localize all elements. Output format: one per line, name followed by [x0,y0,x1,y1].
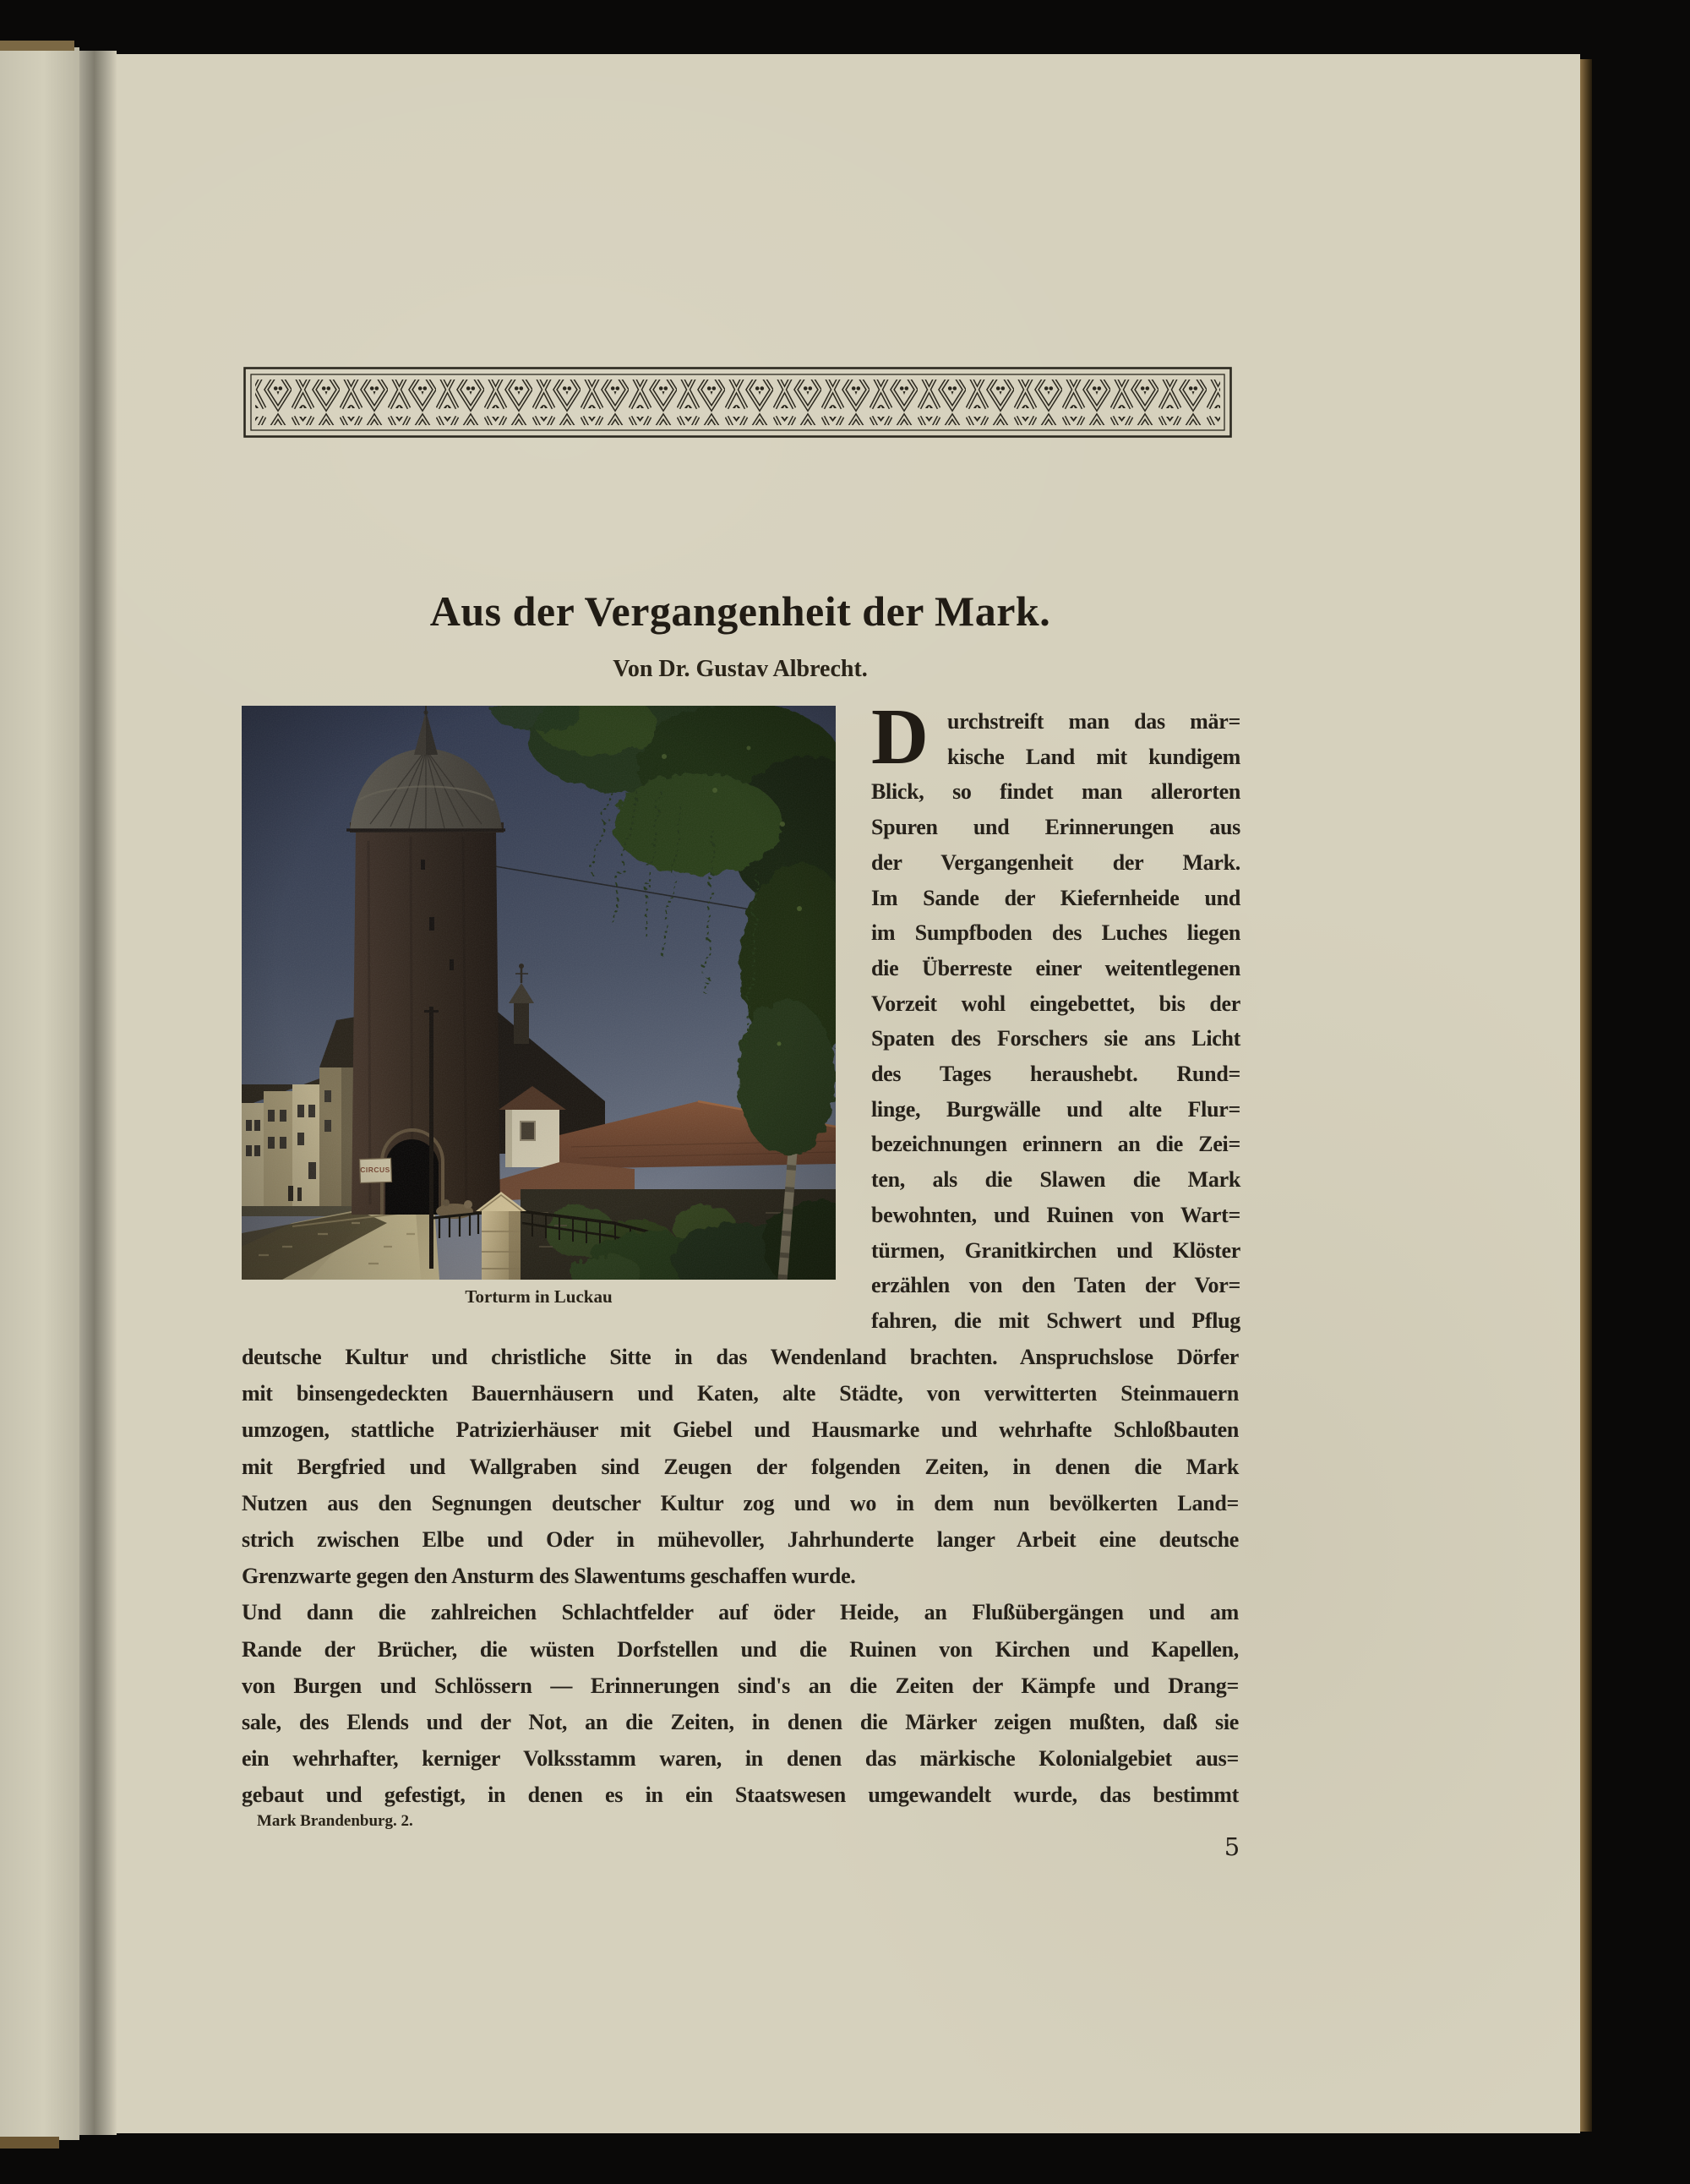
gutter-shadow [79,51,117,2135]
text-line: sale, des Elends und der Not, an die Zeiten, in denen die Märker zeigen mußten, daß sie [242,1710,1239,1735]
text-column [871,693,1240,1339]
text-line: Vorzeit wohl eingebettet, bis der [871,991,1240,1016]
text-line: Und dann die zahlreichen Schlachtfelder auf öder Heide, an Flußübergängen und am [242,1600,1239,1625]
text-line: erzählen von den Taten der Vor= [871,1273,1240,1298]
byline: Von Dr. Gustav Albrecht. [613,656,868,682]
text-line: strich zwischen Elbe und Oder in mühevoller, Jahrhunderte langer Arbeit eine deutsche [242,1527,1239,1553]
text-line: ein wehrhafter, kerniger Volksstamm waren, in denen das märkische Kolonialgebiet aus= [242,1746,1239,1772]
facing-page-edge [0,47,79,2140]
text-line: türmen, Granitkirchen und Klöster [871,1237,1240,1263]
text-line: Spaten des Forschers sie ans Licht [871,1026,1240,1051]
paragraph-1 [242,1339,1239,1594]
text-line: des Tages heraushebt. Rund= [871,1062,1240,1087]
text-line: linge, Burgwälle und alte Flur= [871,1096,1240,1122]
signature-mark: Mark Brandenburg. 2. [257,1812,413,1830]
text-line: kische Land mit kundigem [947,744,1240,769]
text-line: im Sumpfboden des Luches liegen [871,920,1240,946]
text-line: Im Sande der Kiefernheide und [871,885,1240,910]
text-line: Spuren und Erinnerungen aus [871,815,1240,840]
page-title: Aus der Vergangenheit der Mark. [429,587,1051,635]
ornament-band [243,367,1232,438]
paragraph-2 [242,1594,1239,1813]
text-line: mit Bergfried und Wallgraben sind Zeugen der folgenden Zeiten, in denen die Mark [242,1454,1239,1479]
text-line: urchstreift man das mär= [947,709,1240,734]
text-line: Grenzwarte gegen den Ansturm des Slawentums geschaffen wurde. [242,1564,856,1589]
text-line: mit binsengedeckten Bauernhäusern und Katen, alte Städte, von verwitterten Steinmauern [242,1381,1239,1406]
text-line: ten, als die Slawen die Mark [871,1167,1240,1193]
text-line: von Burgen und Schlössern — Erinnerungen sind's an die Zeiten der Kämpfe und Drang= [242,1673,1239,1698]
text-line: deutsche Kultur und christliche Sitte in das Wendenland brachten. Anspruchslose Dörfer [242,1345,1239,1369]
photo-caption: Torturm in Luckau [465,1286,613,1307]
text-line: gebaut und gefestigt, in denen es in ein Staatswesen umgewandelt wurde, das bestimmt [242,1783,1239,1808]
text-line: bewohnten, und Ruinen von Wart= [871,1202,1240,1227]
text-line: Rande der Brücher, die wüsten Dorfstellen und die Ruinen von Kirchen und Kapellen, [242,1636,1239,1662]
drop-cap: D [871,693,929,781]
text-line: der Vergangenheit der Mark. [871,849,1240,875]
photo-vignette [242,706,836,1280]
text-line: fahren, die mit Schwert und Pflug [871,1308,1240,1333]
text-line: umzogen, stattliche Patrizierhäuser mit Giebel und Hausmarke und wehrhafte Schloßbauten [242,1417,1239,1443]
text-line: Blick, so findet man allerorten [871,779,1240,805]
page-number: 5 [1224,1832,1240,1861]
book-page [117,54,1580,2133]
tower-photograph [242,706,836,1280]
body-text [242,1339,1239,1814]
text-line: Nutzen aus den Segnungen deutscher Kultur zog und wo in dem nun bevölkerten Land= [242,1490,1239,1515]
text-line: die Überreste einer weitentlegenen [871,955,1240,980]
text-line: bezeichnungen erinnern an die Zei= [871,1132,1240,1157]
